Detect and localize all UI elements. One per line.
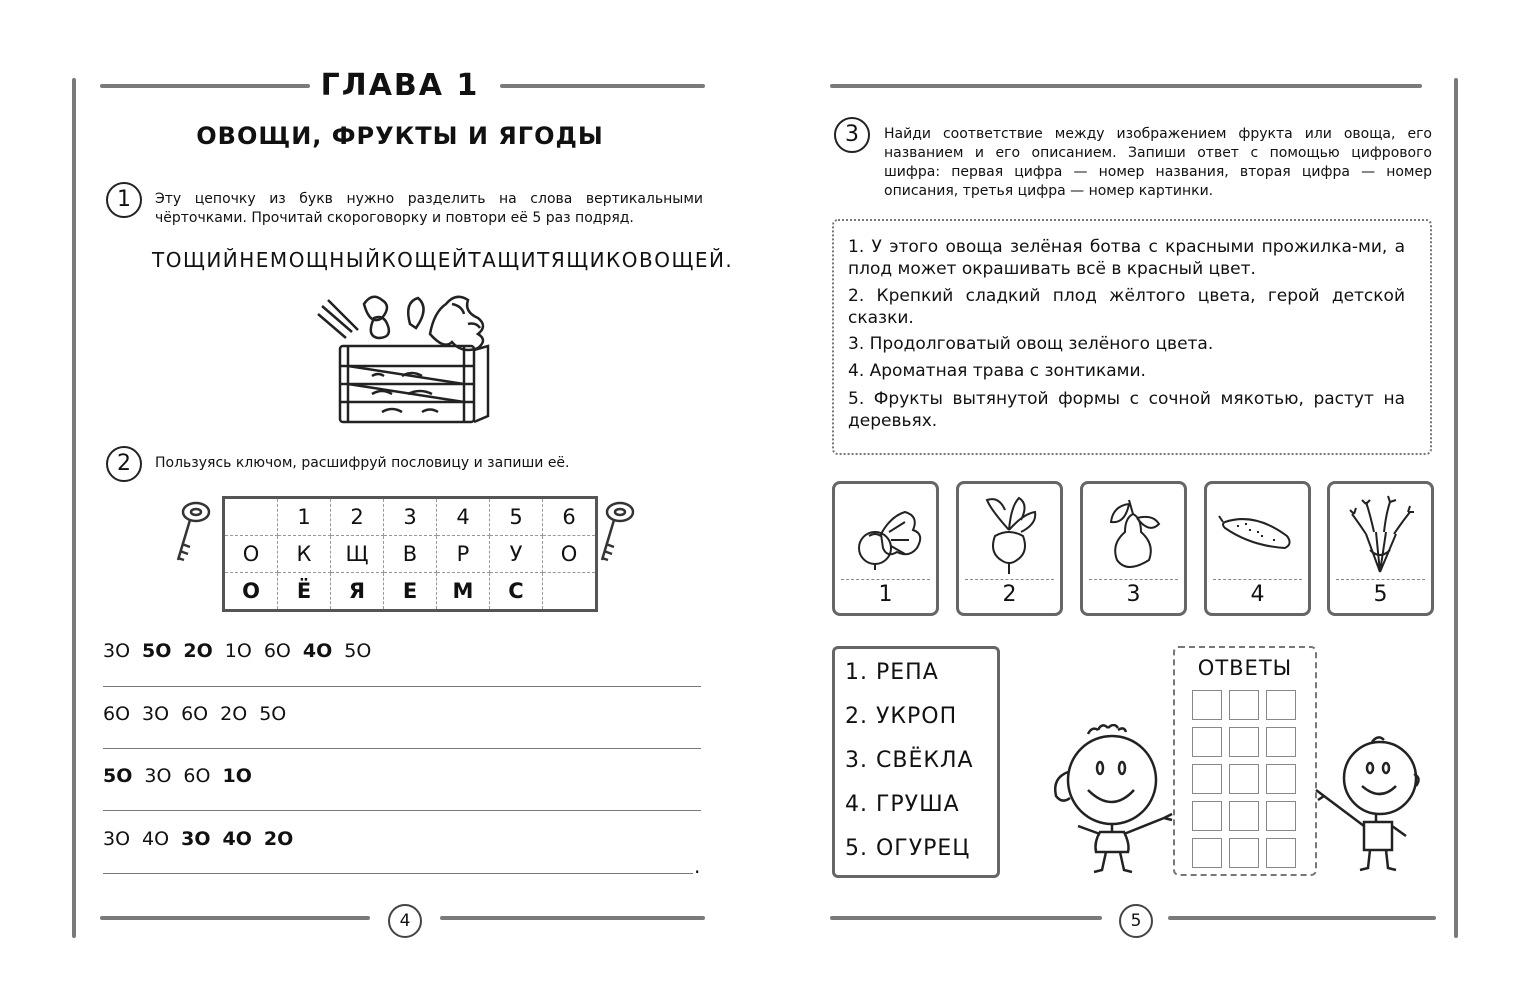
cipher-cell: У [490, 536, 543, 573]
frame-stroke [1454, 78, 1458, 938]
chapter-heading: ГЛАВА 1 [320, 68, 480, 103]
picture-card-5 [1327, 481, 1434, 616]
description-item: 3. Продолговатый овощ зелёного цвета. [848, 334, 1214, 354]
page-title: ОВОЩИ, ФРУКТЫ И ЯГОДЫ [196, 122, 604, 150]
cipher-cell: С [490, 573, 543, 611]
turnip-icon [845, 492, 925, 576]
answer-cell[interactable] [1229, 801, 1259, 831]
cipher-cell: О [224, 536, 278, 573]
girl-icon [1040, 724, 1180, 876]
code-token: 6О [183, 765, 211, 787]
frame-stroke [100, 916, 370, 920]
card-separator [841, 579, 930, 580]
code-token: 4О [302, 640, 333, 662]
description-item: 4. Ароматная трава с зонтиками. [848, 361, 1146, 381]
cipher-cell: О [224, 573, 278, 611]
code-token: 2О [220, 703, 248, 725]
cipher-cell [224, 498, 278, 536]
cipher-cell: В [384, 536, 437, 573]
cipher-header-row [224, 498, 597, 536]
cipher-cell: Щ [331, 536, 384, 573]
page-number-right: 5 [1119, 904, 1153, 938]
cipher-cell: 2 [331, 498, 384, 536]
code-token: 6О [181, 703, 209, 725]
answer-cell[interactable] [1192, 764, 1222, 794]
task3-instructions: Найди соответствие между изображением фрукта или овоща, его названием и его описанием. Запиши ответ с помощью цифрового шифра: первая цифра — номер названия, вторая цифра — номер описания, третья цифра — номер картинки. [884, 126, 1432, 199]
task1-instructions: Эту цепочку из букв нужно разделить на слова вертикальными чёрточками. Прочитай скороговорку и повтори её 5 раз подряд. [155, 191, 703, 226]
code-token: 1О [222, 765, 252, 787]
answer-cell[interactable] [1192, 690, 1222, 720]
answer-write-line[interactable] [103, 873, 693, 874]
cipher-cell: 6 [543, 498, 597, 536]
code-token: 5О [259, 703, 287, 725]
answer-write-line[interactable] [103, 748, 701, 749]
task2-instructions: Пользуясь ключом, расшифруй пословицу и запиши её. [155, 455, 570, 471]
picture-card-1 [832, 481, 939, 616]
frame-stroke [100, 84, 310, 88]
card-separator [965, 579, 1054, 580]
cipher-cell: Я [331, 573, 384, 611]
cipher-cell: 5 [490, 498, 543, 536]
cipher-cell: 1 [278, 498, 331, 536]
code-token: 3О [142, 703, 170, 725]
frame-stroke [500, 84, 705, 88]
cucumber-icon [1217, 492, 1297, 576]
cipher-cell: 3 [384, 498, 437, 536]
code-token: 2О [263, 828, 294, 850]
answer-cell[interactable] [1229, 838, 1259, 868]
task-number-2: 2 [106, 446, 142, 482]
answer-cell[interactable] [1266, 764, 1296, 794]
cipher-cell: М [437, 573, 490, 611]
key-icon [170, 498, 216, 568]
code-token: 6О [103, 703, 131, 725]
cipher-cell: К [278, 536, 331, 573]
key-icon [594, 498, 640, 568]
code-line [103, 640, 383, 662]
tongue-twister: ТОЩИЙНЕМОЩНЫЙКОЩЕЙТАЩИТЯЩИКОВОЩЕЙ. [152, 248, 734, 272]
cipher-cell: 4 [437, 498, 490, 536]
card-label: 3 [1126, 582, 1141, 607]
task-number-1: 1 [106, 182, 142, 218]
card-label: 4 [1250, 582, 1265, 607]
dill-icon [1340, 492, 1420, 576]
answer-write-line[interactable] [103, 686, 701, 687]
beet-icon [969, 492, 1049, 576]
code-token: 4О [142, 828, 170, 850]
code-token: 3О [103, 640, 131, 662]
card-label: 5 [1373, 582, 1388, 607]
picture-card-2 [956, 481, 1063, 616]
name-item: 5. ОГУРЕЦ [845, 836, 971, 861]
answers-title: ОТВЕТЫ [1197, 656, 1293, 680]
frame-stroke [72, 78, 76, 938]
cipher-cell: О [543, 536, 597, 573]
answer-cell[interactable] [1229, 690, 1259, 720]
end-dot: . [694, 854, 701, 878]
card-label: 2 [1002, 582, 1017, 607]
boy-icon [1310, 734, 1440, 874]
page-number-left: 4 [388, 904, 422, 938]
task-number-3: 3 [834, 117, 870, 153]
answer-write-line[interactable] [103, 810, 701, 811]
cipher-regular-row [224, 536, 597, 573]
name-item: 4. ГРУША [845, 792, 960, 817]
name-item: 2. УКРОП [845, 704, 958, 729]
code-token: 3О [103, 828, 131, 850]
card-label: 1 [878, 582, 893, 607]
description-item: 1. У этого овоща зелёная ботва с красными прожилка-ми, а плод может окрашивать всё в красный цвет. [848, 237, 1405, 279]
frame-stroke [830, 916, 1102, 920]
answer-cell[interactable] [1229, 764, 1259, 794]
code-token: 2О [183, 640, 213, 662]
cipher-cell [543, 573, 597, 611]
cipher-bold-row [224, 573, 597, 611]
code-line [103, 828, 305, 850]
code-token: 5О [103, 765, 133, 787]
vegetable-crate-icon [312, 284, 498, 426]
code-line [103, 703, 298, 725]
frame-stroke [440, 916, 705, 920]
pear-icon [1093, 492, 1173, 576]
code-token: 5О [344, 640, 372, 662]
code-token: 6О [263, 640, 291, 662]
description-item: 5. Фрукты вытянутой формы с сочной мякотью, растут на деревьях. [848, 389, 1405, 431]
card-separator [1089, 579, 1178, 580]
code-token: 4О [222, 828, 252, 850]
code-token: 5О [142, 640, 172, 662]
description-item: 2. Крепкий сладкий плод жёлтого цвета, герой детской сказки. [848, 286, 1405, 328]
code-token: 3О [144, 765, 172, 787]
code-token: 1О [224, 640, 252, 662]
answer-cell[interactable] [1266, 838, 1296, 868]
name-item: 1. РЕПА [845, 660, 939, 685]
frame-stroke [830, 84, 1422, 88]
cipher-cell: Ё [278, 573, 331, 611]
answer-cell[interactable] [1229, 727, 1259, 757]
cipher-cell: Р [437, 536, 490, 573]
card-separator [1213, 579, 1302, 580]
answer-cell[interactable] [1266, 801, 1296, 831]
card-separator [1336, 579, 1425, 580]
code-token: 3О [181, 828, 211, 850]
answer-cell[interactable] [1266, 690, 1296, 720]
answer-cell[interactable] [1192, 838, 1222, 868]
answer-cell[interactable] [1192, 801, 1222, 831]
frame-stroke [1168, 916, 1436, 920]
name-item: 3. СВЁКЛА [845, 748, 974, 773]
code-line [103, 765, 264, 787]
answer-cell[interactable] [1266, 727, 1296, 757]
cipher-key-table [222, 496, 598, 612]
answer-cell[interactable] [1192, 727, 1222, 757]
cipher-cell: Е [384, 573, 437, 611]
picture-card-3 [1080, 481, 1187, 616]
picture-card-4 [1204, 481, 1311, 616]
